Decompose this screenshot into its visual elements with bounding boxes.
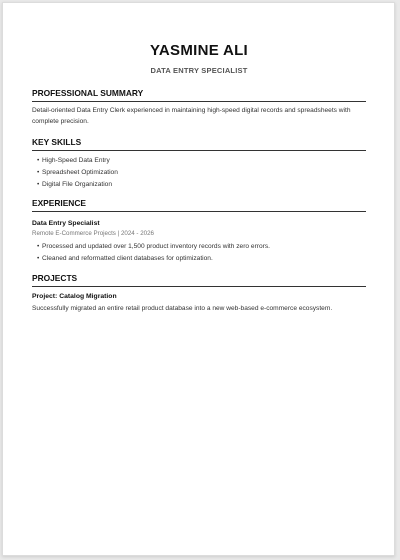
job-meta: Remote E-Commerce Projects | 2024 - 2026 bbox=[32, 230, 154, 237]
summary-heading: PROFESSIONAL SUMMARY bbox=[32, 88, 366, 102]
candidate-title: DATA ENTRY SPECIALIST bbox=[150, 66, 248, 75]
job-bullet bbox=[37, 253, 366, 265]
bullet-icon: • bbox=[37, 157, 40, 164]
job-bullet-text: Cleaned and reformatted client databases for optimization. bbox=[42, 255, 213, 262]
skills-heading: KEY SKILLS bbox=[32, 137, 366, 151]
bullet-icon: • bbox=[37, 181, 40, 188]
skill-label: Spreadsheet Optimization bbox=[42, 169, 118, 176]
skill-label: Digital File Organization bbox=[42, 181, 112, 188]
job-bullet bbox=[37, 241, 366, 253]
bullet-icon: • bbox=[37, 255, 40, 262]
bullet-icon: • bbox=[37, 243, 40, 250]
skill-label: High-Speed Data Entry bbox=[42, 157, 110, 164]
experience-heading: EXPERIENCE bbox=[32, 198, 366, 212]
resume-page bbox=[2, 2, 395, 556]
skills-list bbox=[32, 155, 366, 191]
projects-heading: PROJECTS bbox=[32, 273, 366, 287]
job-title: Data Entry Specialist bbox=[32, 220, 100, 227]
summary-text: Detail-oriented Data Entry Clerk experienced in maintaining high-speed digital records and spreadsheets with complete precision. bbox=[32, 107, 351, 125]
skill-item bbox=[37, 155, 366, 167]
skill-item bbox=[37, 179, 366, 191]
candidate-name: YASMINE ALI bbox=[149, 42, 249, 59]
project-title: Project: Catalog Migration bbox=[32, 293, 117, 300]
project-description: Successfully migrated an entire retail product database into a new web-based e-commerce ecosystem. bbox=[32, 305, 333, 312]
job-bullet-text: Processed and updated over 1,500 product inventory records with zero errors. bbox=[42, 243, 270, 250]
job-bullets bbox=[32, 241, 366, 265]
bullet-icon: • bbox=[37, 169, 40, 176]
skill-item bbox=[37, 167, 366, 179]
